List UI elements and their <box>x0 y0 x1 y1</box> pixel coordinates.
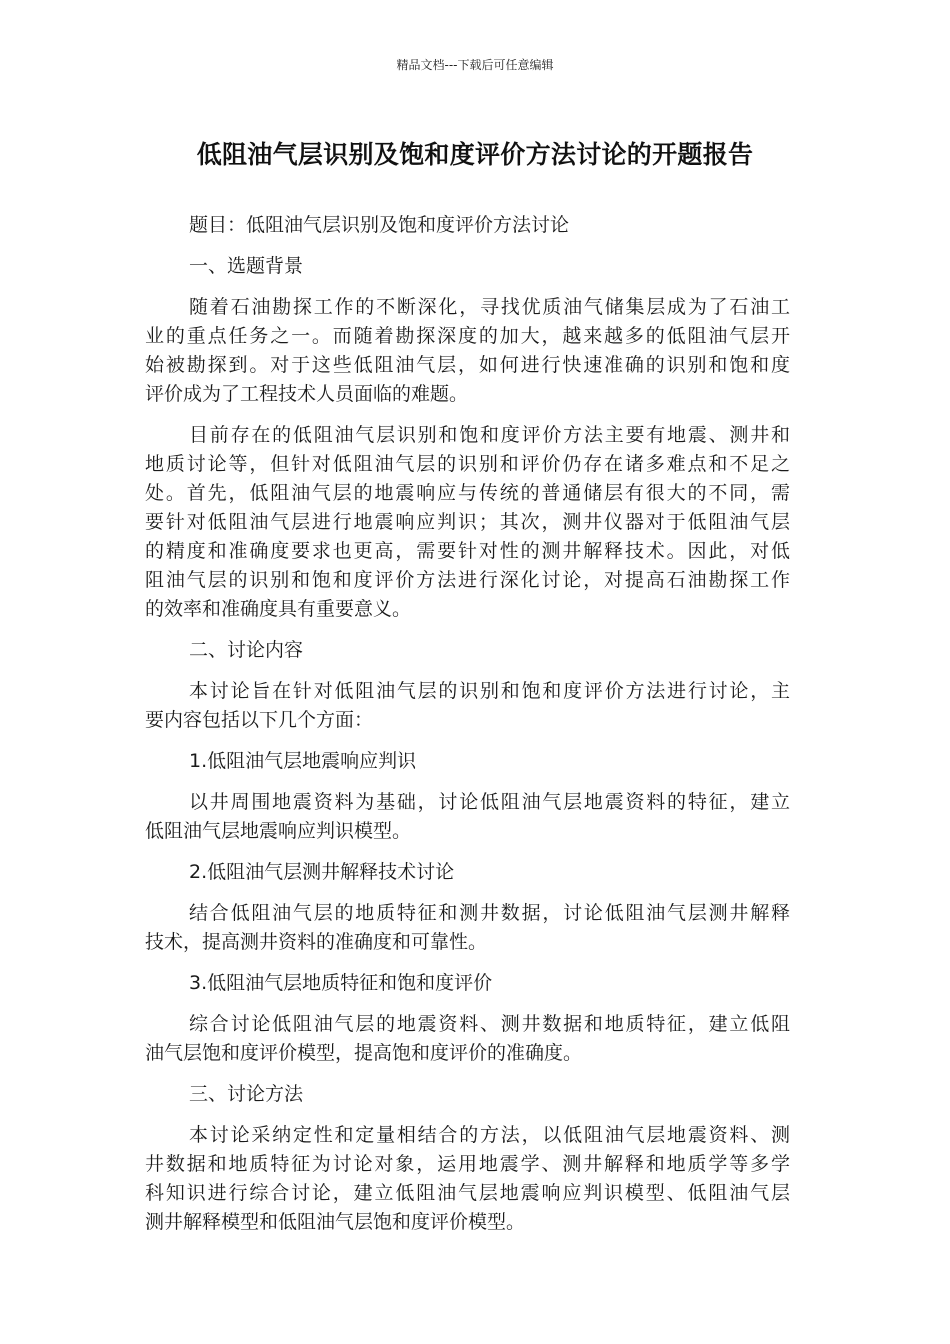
text-line: 井数据和地质特征为讨论对象，运用地震学、测井解释和地质学等多学 <box>145 1153 790 1175</box>
paragraph-content-intro <box>145 677 790 735</box>
document-body <box>145 211 790 1249</box>
paragraph-background-1 <box>145 293 790 409</box>
item-heading-3: 3.低阻油气层地质特征和饱和度评价 <box>189 972 493 994</box>
section-heading-method: 三、讨论方法 <box>189 1083 304 1105</box>
document-title: 低阻油气层识别及饱和度评价方法讨论的开题报告 <box>196 140 754 169</box>
text-line: 本讨论旨在针对低阻油气层的识别和饱和度评价方法进行讨论，主 <box>189 680 790 702</box>
text-line: 评价成为了工程技术人员面临的难题。 <box>145 383 469 405</box>
text-line: 油气层饱和度评价模型，提高饱和度评价的准确度。 <box>145 1042 583 1064</box>
item-text-2 <box>145 899 790 957</box>
text-line: 低阻油气层地震响应判识模型。 <box>145 820 412 842</box>
text-line: 的效率和准确度具有重要意义。 <box>145 598 412 620</box>
section-heading-background: 一、选题背景 <box>189 255 304 277</box>
text-line: 地质讨论等，但针对低阻油气层的识别和评价仍存在诸多难点和不足之 <box>145 453 790 475</box>
topic-line: 题目：低阻油气层识别及饱和度评价方法讨论 <box>189 214 570 236</box>
text-line: 随着石油勘探工作的不断深化，寻找优质油气储集层成为了石油工 <box>189 296 790 318</box>
text-line: 综合讨论低阻油气层的地震资料、测井数据和地质特征，建立低阻 <box>189 1013 790 1035</box>
text-line: 科知识进行综合讨论，建立低阻油气层地震响应判识模型、低阻油气层 <box>145 1182 790 1204</box>
text-line: 阻油气层的识别和饱和度评价方法进行深化讨论，对提高石油勘探工作 <box>145 569 790 591</box>
text-line: 技术，提高测井资料的准确度和可靠性。 <box>145 931 488 953</box>
text-line: 始被勘探到。对于这些低阻油气层，如何进行快速准确的识别和饱和度 <box>145 354 790 376</box>
item-heading-1: 1.低阻油气层地震响应判识 <box>189 750 417 772</box>
item-text-1 <box>145 788 790 846</box>
paragraph-method <box>145 1121 790 1237</box>
text-line: 本讨论采纳定性和定量相结合的方法，以低阻油气层地震资料、测 <box>189 1124 790 1146</box>
paragraph-background-2 <box>145 421 790 624</box>
text-line: 业的重点任务之一。而随着勘探深度的加大，越来越多的低阻油气层开 <box>145 325 790 347</box>
item-heading-2: 2.低阻油气层测井解释技术讨论 <box>189 861 455 883</box>
header-note: 精品文档---下载后可任意编辑 <box>396 58 554 72</box>
text-line: 以井周围地震资料为基础，讨论低阻油气层地震资料的特征，建立 <box>189 791 790 813</box>
text-line: 测井解释模型和低阻油气层饱和度评价模型。 <box>145 1211 526 1233</box>
text-line: 处。首先，低阻油气层的地震响应与传统的普通储层有很大的不同，需 <box>145 482 790 504</box>
section-heading-content: 二、讨论内容 <box>189 639 304 661</box>
text-line: 要内容包括以下几个方面： <box>145 709 374 731</box>
text-line: 的精度和准确度要求也更高，需要针对性的测井解释技术。因此，对低 <box>145 540 790 562</box>
text-line: 要针对低阻油气层进行地震响应判识；其次，测井仪器对于低阻油气层 <box>145 511 790 533</box>
text-line: 结合低阻油气层的地质特征和测井数据，讨论低阻油气层测井解释 <box>189 902 790 924</box>
item-text-3 <box>145 1010 790 1068</box>
text-line: 目前存在的低阻油气层识别和饱和度评价方法主要有地震、测井和 <box>189 424 790 446</box>
